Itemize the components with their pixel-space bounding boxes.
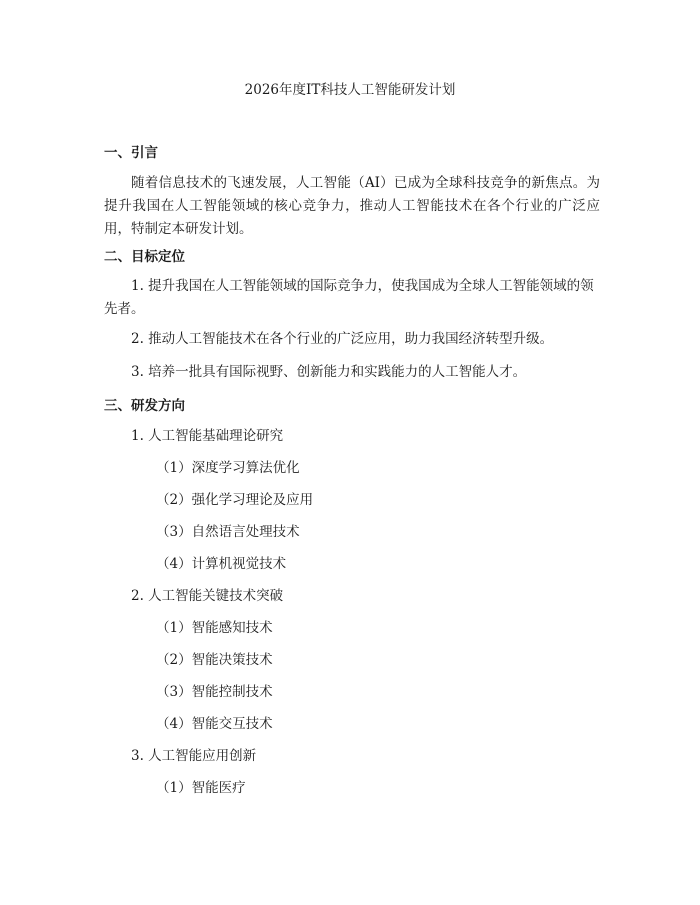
direction-subitem: （4）计算机视觉技术 [156, 556, 287, 572]
direction-subitem: （1）智能医疗 [156, 780, 246, 796]
direction-subitem: （3）自然语言处理技术 [156, 524, 300, 540]
direction-subitem: （3）智能控制技术 [156, 684, 273, 700]
goal-item: 3. 培养一批具有国际视野、创新能力和实践能力的人工智能人才。 [131, 364, 527, 380]
document-title: 2026年度IT科技人工智能研发计划 [244, 82, 456, 98]
direction-subitem: （2）智能决策技术 [156, 652, 273, 668]
section-heading-intro: 一、引言 [104, 145, 158, 161]
direction-group-label: 2. 人工智能关键技术突破 [131, 588, 284, 604]
direction-subitem: （2）强化学习理论及应用 [156, 492, 314, 508]
direction-group-label: 3. 人工智能应用创新 [131, 748, 257, 764]
intro-paragraph: 随着信息技术的飞速发展，人工智能（AI）已成为全球科技竞争的新焦点。为提升我国在人工智能领域的核心竞争力，推动人工智能技术在各个行业的广泛应用，特制定本研发计划。 [104, 175, 600, 237]
section-heading-goals: 二、目标定位 [104, 249, 185, 265]
direction-group-label: 1. 人工智能基础理论研究 [131, 428, 284, 444]
goal-item: 2. 推动人工智能技术在各个行业的广泛应用，助力我国经济转型升级。 [131, 331, 554, 347]
section-heading-directions: 三、研发方向 [104, 398, 185, 414]
goal-item: 1. 提升我国在人工智能领域的国际竞争力，使我国成为全球人工智能领域的领先者。 [104, 278, 594, 317]
direction-subitem: （1）深度学习算法优化 [156, 460, 300, 476]
direction-subitem: （4）智能交互技术 [156, 716, 273, 732]
direction-subitem: （1）智能感知技术 [156, 620, 273, 636]
